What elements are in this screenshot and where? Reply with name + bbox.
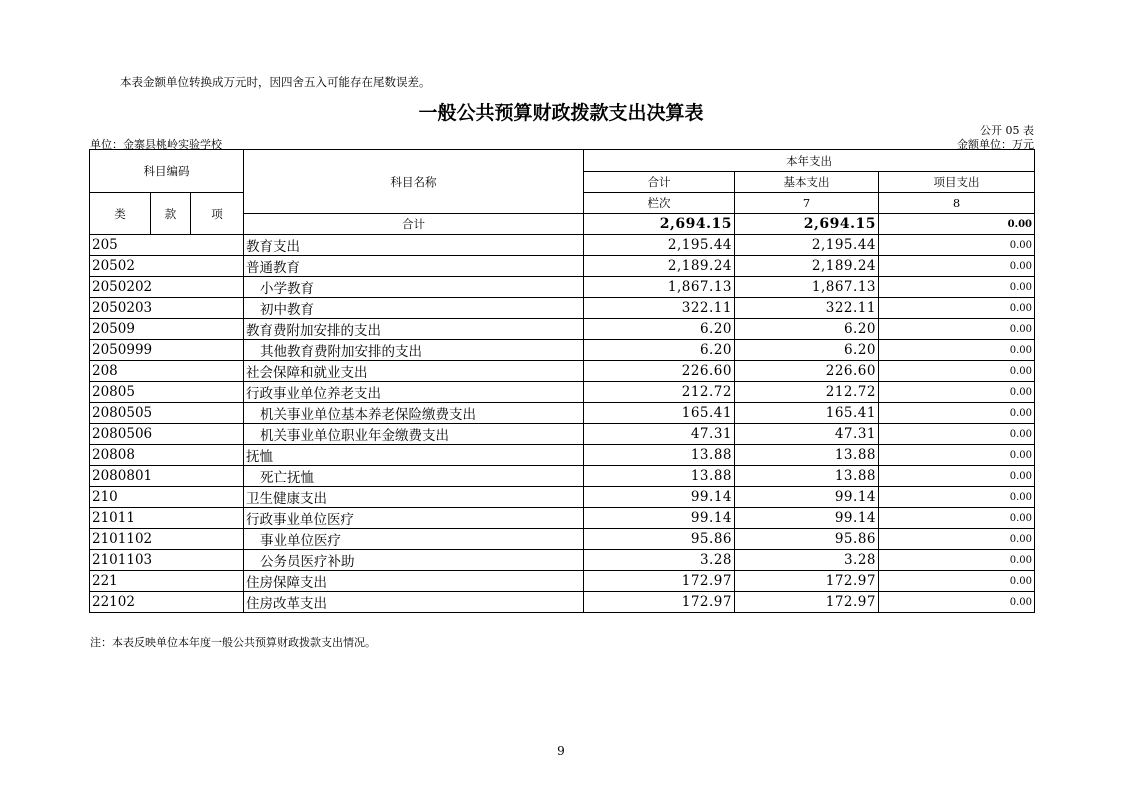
row-name: [244, 256, 584, 277]
amount-unit-label: 金额单位：万元: [957, 138, 1034, 151]
row-code: 2080801: [90, 466, 244, 487]
top-note: 本表金额单位转换成万元时，因四舍五入可能存在尾数误差。: [120, 75, 431, 89]
row-project: 0.00: [879, 340, 1035, 361]
row-total: 13.88: [584, 445, 735, 466]
row-code: 205: [90, 235, 244, 256]
row-project: 0.00: [879, 235, 1035, 256]
row-basic: 47.31: [735, 424, 879, 445]
row-project: 0.00: [879, 361, 1035, 382]
row-basic: 13.88: [735, 466, 879, 487]
total-project: 0.00: [879, 214, 1035, 235]
header-lei: 类: [90, 193, 151, 235]
total-amount: 2,694.15: [584, 214, 735, 235]
header-kuan: 款: [151, 193, 191, 235]
row-project: 0.00: [879, 508, 1035, 529]
row-code: 210: [90, 487, 244, 508]
row-code: 20808: [90, 445, 244, 466]
form-code: 公开 05 表: [980, 124, 1034, 137]
row-total: 13.88: [584, 466, 735, 487]
table-row: [90, 256, 1035, 277]
row-basic: 13.88: [735, 445, 879, 466]
row-code: 2080505: [90, 403, 244, 424]
row-code: 2101102: [90, 529, 244, 550]
row-total: 165.41: [584, 403, 735, 424]
table-row: [90, 277, 1035, 298]
row-project: 0.00: [879, 445, 1035, 466]
row-total: 2,195.44: [584, 235, 735, 256]
row-name: [244, 445, 584, 466]
row-name-text: 教育费附加安排的支出: [246, 323, 381, 339]
row-total: 172.97: [584, 571, 735, 592]
header-column-no-label: 栏次: [584, 193, 735, 214]
row-basic: 212.72: [735, 382, 879, 403]
row-total: 95.86: [584, 529, 735, 550]
row-basic: 322.11: [735, 298, 879, 319]
row-name: [244, 277, 584, 298]
row-name-text: 机关事业单位职业年金缴费支出: [260, 428, 449, 444]
table-row: [90, 592, 1035, 613]
header-code: 科目编码: [90, 150, 244, 193]
row-name-text: 普通教育: [246, 260, 300, 276]
row-total: 226.60: [584, 361, 735, 382]
row-code: 21011: [90, 508, 244, 529]
footnote: 注：本表反映单位本年度一般公共预算财政拨款支出情况。: [90, 636, 376, 649]
row-name: [244, 550, 584, 571]
row-basic: 99.14: [735, 508, 879, 529]
header-xiang: 项: [191, 193, 244, 235]
total-basic: 2,694.15: [735, 214, 879, 235]
row-project: 0.00: [879, 529, 1035, 550]
row-name: [244, 403, 584, 424]
row-code: 208: [90, 361, 244, 382]
row-name: [244, 319, 584, 340]
row-name-text: 卫生健康支出: [246, 491, 327, 507]
table-row: [90, 319, 1035, 340]
row-name: [244, 361, 584, 382]
table-row: [90, 529, 1035, 550]
row-name-text: 住房保障支出: [246, 575, 327, 591]
page-title: 一般公共预算财政拨款支出决算表: [418, 102, 704, 124]
row-name: [244, 508, 584, 529]
header-column-no: 8: [879, 193, 1035, 214]
row-name-text: 抚恤: [246, 449, 273, 465]
row-code: 2050999: [90, 340, 244, 361]
header-total: 合计: [584, 172, 735, 193]
row-code: 221: [90, 571, 244, 592]
row-project: 0.00: [879, 424, 1035, 445]
table-row: [90, 361, 1035, 382]
header-basic: 基本支出: [735, 172, 879, 193]
table-row: [90, 424, 1035, 445]
row-code: 2101103: [90, 550, 244, 571]
table-row: [90, 571, 1035, 592]
row-total: 99.14: [584, 487, 735, 508]
row-basic: 165.41: [735, 403, 879, 424]
row-code: 22102: [90, 592, 244, 613]
row-name-text: 其他教育费附加安排的支出: [260, 344, 422, 360]
row-project: 0.00: [879, 256, 1035, 277]
row-basic: 172.97: [735, 571, 879, 592]
table-row: [90, 298, 1035, 319]
row-basic: 99.14: [735, 487, 879, 508]
row-name: [244, 298, 584, 319]
row-total: 47.31: [584, 424, 735, 445]
row-basic: 3.28: [735, 550, 879, 571]
row-code: 2050203: [90, 298, 244, 319]
row-total: 99.14: [584, 508, 735, 529]
row-name-text: 公务员医疗补助: [260, 554, 355, 570]
row-name: [244, 382, 584, 403]
row-name-text: 小学教育: [260, 281, 314, 297]
row-code: 20502: [90, 256, 244, 277]
table-row: [90, 466, 1035, 487]
row-name: [244, 487, 584, 508]
row-basic: 172.97: [735, 592, 879, 613]
row-code: 2050202: [90, 277, 244, 298]
table-row: [90, 235, 1035, 256]
table-row: [90, 508, 1035, 529]
row-name-text: 事业单位医疗: [260, 533, 341, 549]
row-name-text: 死亡抚恤: [260, 470, 314, 486]
row-name-text: 机关事业单位基本养老保险缴费支出: [260, 407, 476, 423]
row-total: 3.28: [584, 550, 735, 571]
row-basic: 6.20: [735, 319, 879, 340]
row-name-text: 行政事业单位养老支出: [246, 386, 381, 402]
header-row: [90, 150, 1035, 172]
total-label: 合计: [244, 214, 584, 235]
table-row: [90, 550, 1035, 571]
table-row: [90, 382, 1035, 403]
row-code: 20805: [90, 382, 244, 403]
row-name: [244, 529, 584, 550]
row-total: 6.20: [584, 340, 735, 361]
table-row: [90, 340, 1035, 361]
unit-label: 单位：金寨县桃岭实验学校: [90, 138, 222, 151]
row-name-text: 住房改革支出: [246, 596, 327, 612]
page-number: 9: [557, 744, 565, 758]
row-name: [244, 466, 584, 487]
row-name: [244, 235, 584, 256]
budget-table: [89, 149, 1035, 613]
row-total: 2,189.24: [584, 256, 735, 277]
row-name-text: 行政事业单位医疗: [246, 512, 354, 528]
row-name: [244, 340, 584, 361]
row-total: 212.72: [584, 382, 735, 403]
row-project: 0.00: [879, 466, 1035, 487]
row-project: 0.00: [879, 319, 1035, 340]
row-name-text: 教育支出: [246, 239, 300, 255]
row-total: 322.11: [584, 298, 735, 319]
row-basic: 226.60: [735, 361, 879, 382]
table-row: [90, 487, 1035, 508]
row-project: 0.00: [879, 403, 1035, 424]
header-name: 科目名称: [244, 150, 584, 214]
table-row: [90, 445, 1035, 466]
row-project: 0.00: [879, 277, 1035, 298]
row-total: 6.20: [584, 319, 735, 340]
row-name: [244, 424, 584, 445]
row-project: 0.00: [879, 382, 1035, 403]
header-column-no: 7: [735, 193, 879, 214]
row-project: 0.00: [879, 487, 1035, 508]
header-project: 项目支出: [879, 172, 1035, 193]
row-project: 0.00: [879, 298, 1035, 319]
row-name-text: 社会保障和就业支出: [246, 365, 368, 381]
row-code: 2080506: [90, 424, 244, 445]
row-basic: 95.86: [735, 529, 879, 550]
row-project: 0.00: [879, 550, 1035, 571]
row-total: 172.97: [584, 592, 735, 613]
row-project: 0.00: [879, 571, 1035, 592]
row-basic: 2,195.44: [735, 235, 879, 256]
row-basic: 2,189.24: [735, 256, 879, 277]
row-code: 20509: [90, 319, 244, 340]
row-name: [244, 571, 584, 592]
row-project: 0.00: [879, 592, 1035, 613]
row-name-text: 初中教育: [260, 302, 314, 318]
row-basic: 6.20: [735, 340, 879, 361]
row-name: [244, 592, 584, 613]
table-row: [90, 403, 1035, 424]
header-year-expenditure: 本年支出: [584, 150, 1035, 172]
row-total: 1,867.13: [584, 277, 735, 298]
row-basic: 1,867.13: [735, 277, 879, 298]
